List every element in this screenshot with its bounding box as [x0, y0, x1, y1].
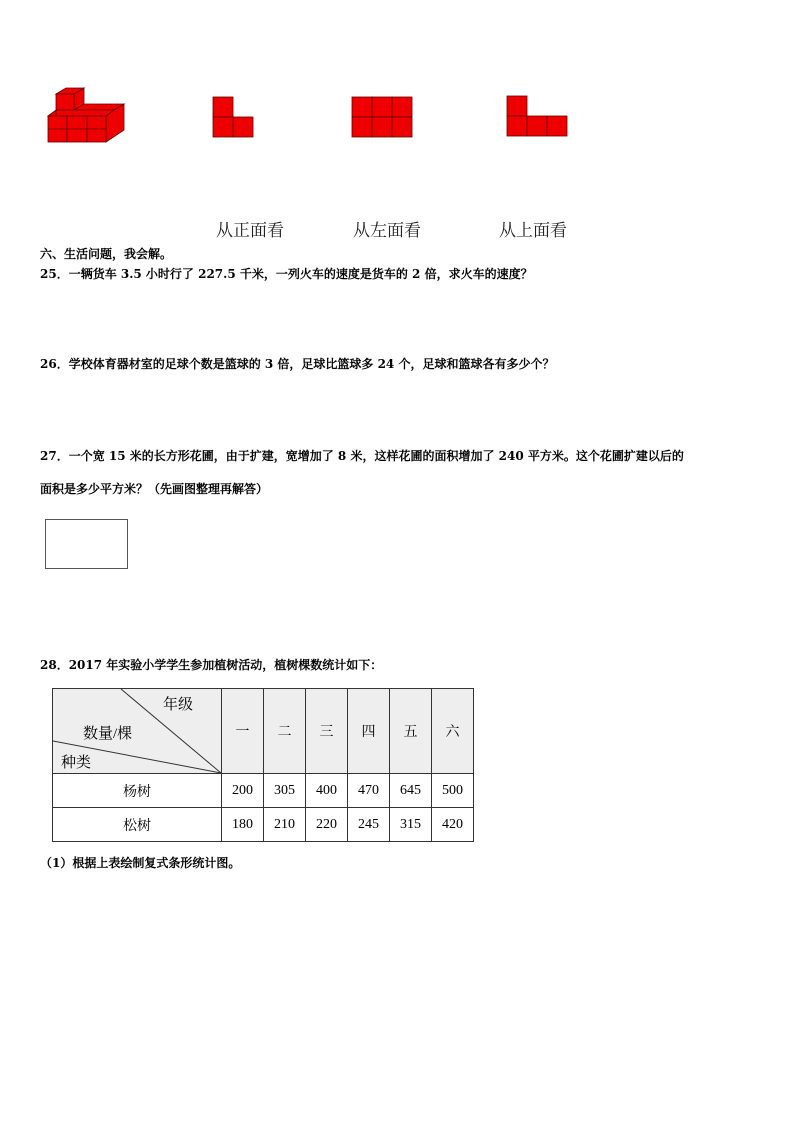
- header-type: 种类: [61, 755, 92, 771]
- diagonal-header-cell: [53, 689, 222, 774]
- left-view-label: 从左面看: [353, 221, 421, 241]
- grade-2: 二: [264, 689, 306, 774]
- table-cell: 200: [222, 774, 264, 808]
- row-label-pine: 松树: [53, 808, 222, 842]
- cube-solid-figure: [44, 84, 126, 146]
- grade-6: 六: [432, 689, 474, 774]
- table-cell: 210: [264, 808, 306, 842]
- question-28: 28．2017 年实验小学学生参加植树活动，植树棵数统计如下：: [40, 658, 383, 672]
- table-row: [53, 774, 474, 808]
- left-view-figure: [351, 96, 413, 138]
- table-cell: 180: [222, 808, 264, 842]
- table-cell: 305: [264, 774, 306, 808]
- table-cell: 245: [348, 808, 390, 842]
- table-cell: 220: [306, 808, 348, 842]
- grade-3: 三: [306, 689, 348, 774]
- grade-1: 一: [222, 689, 264, 774]
- grade-4: 四: [348, 689, 390, 774]
- front-view-figure: [212, 96, 256, 138]
- table-header-row: [53, 689, 474, 774]
- row-label-poplar: 杨树: [53, 774, 222, 808]
- table-cell: 420: [432, 808, 474, 842]
- table-cell: 645: [390, 774, 432, 808]
- question-28-sub1: （1）根据上表绘制复式条形统计图。: [40, 856, 241, 870]
- table-cell: 315: [390, 808, 432, 842]
- table-row: [53, 808, 474, 842]
- top-view-label: 从上面看: [499, 221, 567, 241]
- front-view-label: 从正面看: [216, 221, 284, 241]
- section-title: 六、生活问题，我会解。: [40, 247, 173, 261]
- tree-planting-table: [52, 688, 474, 842]
- garden-rectangle: [45, 519, 128, 569]
- question-27-line1: 27．一个宽 15 米的长方形花圃，由于扩建，宽增加了 8 米，这样花圃的面积增加了 240 平方米。这个花圃扩建以后的: [40, 449, 684, 463]
- header-grade: 年级: [163, 697, 194, 713]
- question-26: 26．学校体育器材室的足球个数是篮球的 3 倍，足球比篮球多 24 个，足球和篮球各有多少个？: [40, 357, 555, 371]
- grade-5: 五: [390, 689, 432, 774]
- question-27-line2: 面积是多少平方米？（先画图整理再解答）: [40, 482, 269, 496]
- header-quantity: 数量/棵: [83, 726, 133, 742]
- question-25: 25．一辆货车 3.5 小时行了 227.5 千米，一列火车的速度是货车的 2 倍，求火车的速度？: [40, 267, 533, 281]
- table-cell: 500: [432, 774, 474, 808]
- top-view-figure: [506, 95, 568, 137]
- table-cell: 400: [306, 774, 348, 808]
- table-cell: 470: [348, 774, 390, 808]
